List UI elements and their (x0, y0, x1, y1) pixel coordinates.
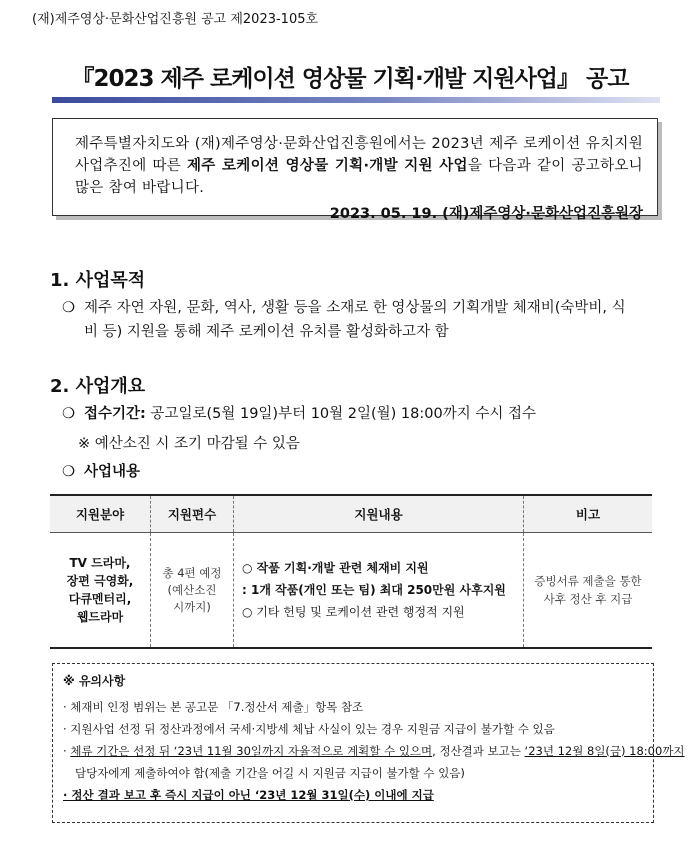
content-label: 사업내용 (84, 464, 141, 480)
notice-number: (재)제주영상·문화산업진흥원 공고 제2023-105호 (32, 12, 319, 27)
field-line: 장편 극영화, (66, 574, 134, 588)
field-line: 다큐멘터리, (68, 592, 132, 606)
content-bullet (62, 460, 662, 484)
remark-line: 증빙서류 제출을 통한 (534, 574, 642, 588)
intro-text (75, 133, 643, 199)
intro-text-bold: 제주 로케이션 영상물 기획·개발 지원 사업 (187, 158, 468, 174)
cell-content (234, 533, 524, 649)
intro-text-part1: 제주특별자치도와 (재)제주영상·문화산업진흥원에서는 2023년 제주 로케이션 유치지원 사업추진에 따른 (75, 136, 643, 174)
table-row (50, 533, 652, 649)
content-line: ○ 기타 헌팅 및 로케이션 관련 행정적 지원 (242, 605, 465, 619)
support-table (50, 494, 652, 649)
caution-box (52, 663, 685, 823)
page-title: 『2023 제주 로케이션 영상물 기획·개발 지원사업』 공고 (71, 66, 629, 92)
cell-field (50, 533, 151, 649)
header-field: 지원분야 (50, 495, 151, 533)
field-line: TV 드라마, (69, 556, 131, 570)
count-line: (예산소진 (167, 582, 217, 597)
bullet-circle-icon: ❍ (62, 464, 75, 480)
section2-heading: 2. 사업개요 (50, 376, 146, 397)
section1-bullet-line2: 비 등) 지원을 통해 제주 로케이션 유치를 활성화하고자 함 (84, 324, 449, 340)
caution-item: · 정산 결과 보고 후 즉시 지급이 아닌 ‘23년 12월 31일(수) 이내에 지급 (63, 788, 434, 802)
section1-bullet (62, 296, 662, 344)
content-line: ○ 작품 기획·개발 관련 체재비 지원 (242, 561, 429, 575)
caution-item3-middle: , 정산결과 보고는 (432, 744, 525, 758)
section1-bullet-line1: 제주 자연 자원, 문화, 역사, 생활 등을 소재로 한 영상물의 기획개발 체재비(숙박비, 식 (84, 300, 626, 316)
caution-item3-continuation: 담당자에게 제출하여야 함(제출 기간을 어길 시 지원금 지급이 불가할 수 있음) (75, 766, 465, 780)
caution-item3-prefix: · (63, 744, 71, 758)
period-label: 접수기간: (84, 406, 146, 422)
field-line: 웹드라마 (76, 610, 124, 624)
cell-remark (524, 533, 653, 649)
header-content: 지원내용 (234, 495, 524, 533)
bullet-circle-icon: ❍ (62, 406, 75, 422)
caution-item: · 지원사업 선정 뒤 정산과정에서 국세·지방세 체납 사실이 있는 경우 지원금 지급이 불가할 수 있음 (63, 722, 555, 736)
cell-count (151, 533, 234, 649)
header-count: 지원편수 (151, 495, 234, 533)
caution-title: ※ 유의사항 (63, 674, 126, 688)
remark-line: 사후 정산 후 지급 (543, 592, 633, 606)
intro-text-part2: 을 다음과 같이 공고하오니 많은 참여 바랍니다. (75, 158, 643, 196)
caution-item (63, 740, 685, 762)
title-underline-bar (52, 97, 660, 103)
period-value: 공고일로(5월 19일)부터 10월 2일(월) 18:00까지 수시 접수 (145, 406, 536, 422)
section1-heading: 1. 사업목적 (50, 270, 146, 291)
intro-box (52, 118, 658, 222)
count-line: 시까지) (173, 599, 211, 614)
caution-item3-underlined2: ‘23년 12월 8일(금) 18:00까지 (524, 744, 685, 758)
period-bullet (62, 402, 662, 426)
intro-date-signature: 2023. 05. 19. (재)제주영상·문화산업진흥원장 (329, 206, 643, 222)
bullet-circle-icon: ❍ (62, 300, 75, 316)
header-remark: 비고 (524, 495, 653, 533)
count-line: 총 4편 예정 (162, 565, 222, 580)
content-line: : 1개 작품(개인 또는 팀) 최대 250만원 사후지원 (242, 583, 506, 597)
period-note: ※ 예산소진 시 조기 마감될 수 있음 (78, 436, 300, 452)
caution-item3-underlined: 체류 기간은 선정 뒤 ‘23년 11월 30일까지 자율적으로 계획할 수 있으며 (70, 744, 433, 758)
caution-item: · 체재비 인정 범위는 본 공고문 「7.정산서 제출」항목 참조 (63, 700, 364, 714)
table-header-row (50, 495, 652, 533)
